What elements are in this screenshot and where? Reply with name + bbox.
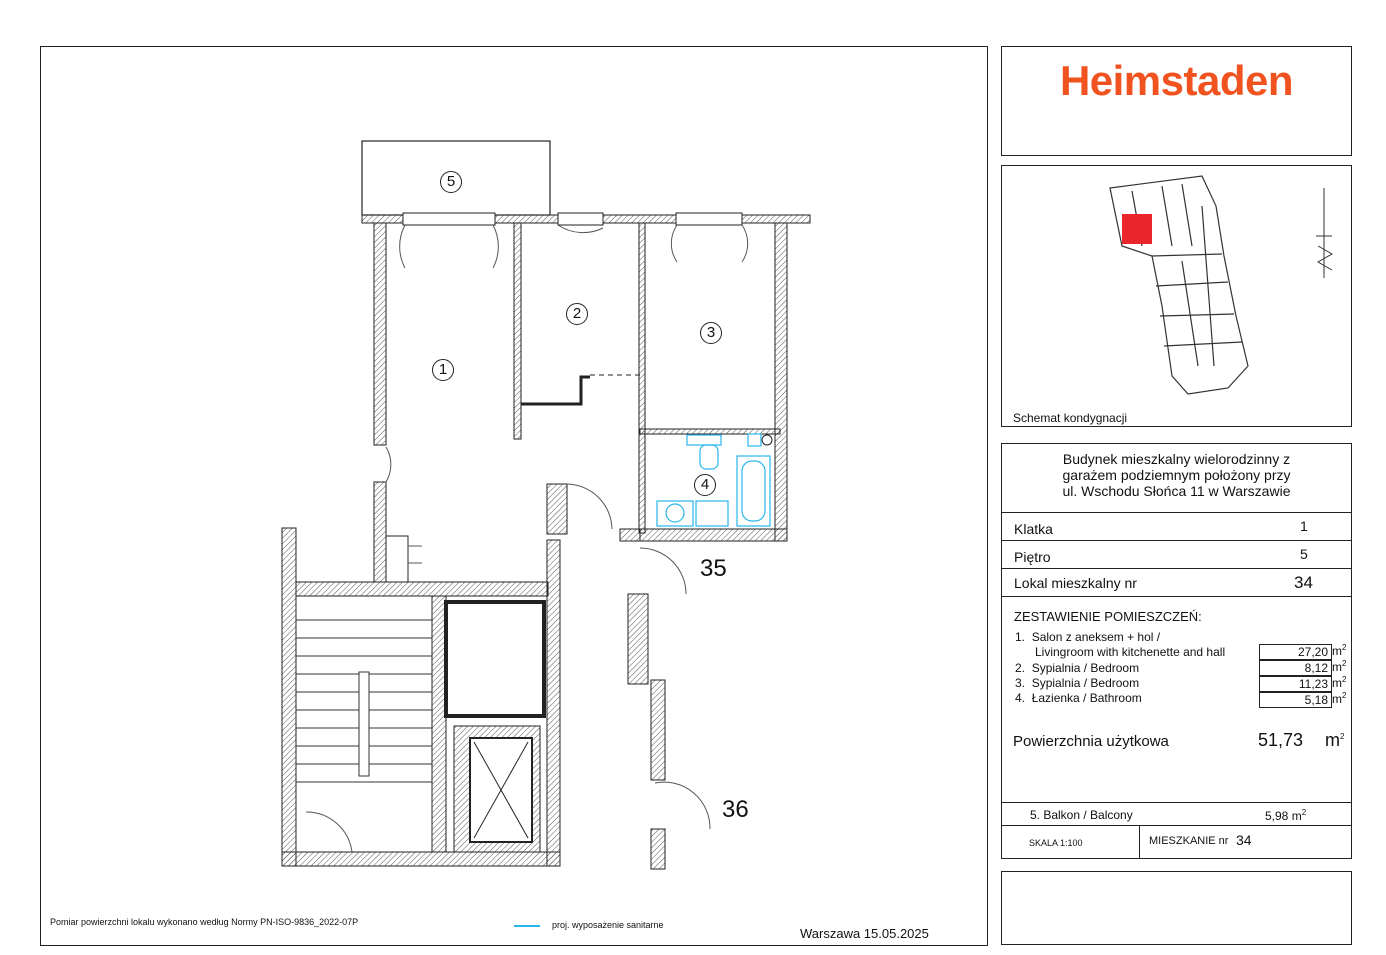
info-box [1001,443,1352,859]
window [558,213,603,225]
stair-core-bottom [282,852,560,866]
room-2-row: 2. Sypialnia / Bedroom [1015,661,1140,675]
usable-area-value: 51,73 [1258,730,1304,750]
klatka-label: Klatka [1014,521,1053,537]
room-4-area: 5,18 [1259,692,1332,708]
window [403,213,495,225]
stairs [296,620,432,782]
room-4-label: 4 [694,473,716,496]
plan-date: Warszawa 15.05.2025 [800,926,929,941]
lokal-label: Lokal mieszkalny nr [1014,575,1137,591]
window [676,213,742,225]
stair-core-top [296,582,548,596]
door-36-label: 36 [722,796,749,823]
room-2-area: 8,12 [1259,660,1332,676]
entrance-wall [547,484,567,534]
pietro-label: Piętro [1014,549,1051,565]
wall-r2-left [514,223,521,439]
apartment-label: MIESZKANIE nr [1149,835,1229,847]
shaft [446,602,544,716]
room-3-area: 11,23 [1259,676,1332,692]
klatka-value: 1 [1300,518,1308,534]
room-3-row: 3. Sypialnia / Bedroom [1015,676,1140,690]
wall-bath-top [640,429,780,434]
brand-logo: Heimstaden [1059,57,1294,104]
stair-core-mid [432,596,446,852]
left-wall-lower [374,482,386,582]
lokal-value: 34 [1294,573,1313,592]
left-wall [374,223,386,445]
apartment-value: 34 [1236,832,1252,848]
pietro-value: 5 [1300,546,1308,562]
stair-core-right [547,540,560,866]
wall-r2-r3 [639,223,645,533]
room-1-area: 27,20 [1259,644,1332,660]
room-2-unit: $m^2$ [1332,659,1347,674]
empty-box [1001,871,1352,945]
rooms-heading: ZESTAWIENIE POMIESZCZEŃ: [1014,609,1202,624]
corridor-wall [620,529,640,541]
balcony-label: 5. Balkon / Balcony [1030,808,1133,822]
room-3-label: 3 [700,321,722,344]
room-1-row: 1. Salon z aneksem + hol / Livingroom with kitchenette and hall [1015,630,1226,659]
balcony-value: 5,98 $m^2$ [1265,808,1307,823]
room-4-row: 4. Łazienka / Bathroom [1015,691,1142,705]
sanitary-legend-line [514,925,540,927]
room-5-label: 5 [440,170,462,193]
building-description: Budynek mieszkalny wielorodzinny z garażem podziemnym położony przy ul. Wschodu Słońca 11 w Warszawie [1062,451,1291,499]
corridor-wall-lower [628,594,648,684]
room-1-unit: $m^2$ [1332,643,1347,658]
highlighted-apartment [1122,214,1152,244]
schema-box [1001,165,1352,427]
usable-area-unit: $m^2$ [1325,730,1345,750]
right-wall [775,223,787,541]
schema-label: Schemat kondygnacji [1013,411,1128,425]
room-1-label: 1 [432,358,454,381]
room-3-unit: $m^2$ [1332,675,1347,690]
installation-box [386,536,408,582]
bottom-wall-bath [640,529,787,541]
stair-core-wall [282,528,296,866]
corridor-wall-lower2 [651,680,665,780]
scale-label: SKALA 1:100 [1029,838,1083,848]
measure-note: Pomiar powierzchni lokalu wykonano według Normy PN-ISO-9836_2022-07P [50,917,359,927]
room-4-unit: $m^2$ [1332,691,1347,706]
usable-area-label: Powierzchnia użytkowa [1013,733,1169,750]
room-2-label: 2 [566,302,588,325]
sanitary-legend-label: proj. wyposażenie sanitarne [552,920,664,930]
corridor-wall-bottom [651,829,665,869]
door-35-label: 35 [700,555,727,582]
logo-box [1001,46,1352,156]
building-schematic [1002,166,1351,426]
